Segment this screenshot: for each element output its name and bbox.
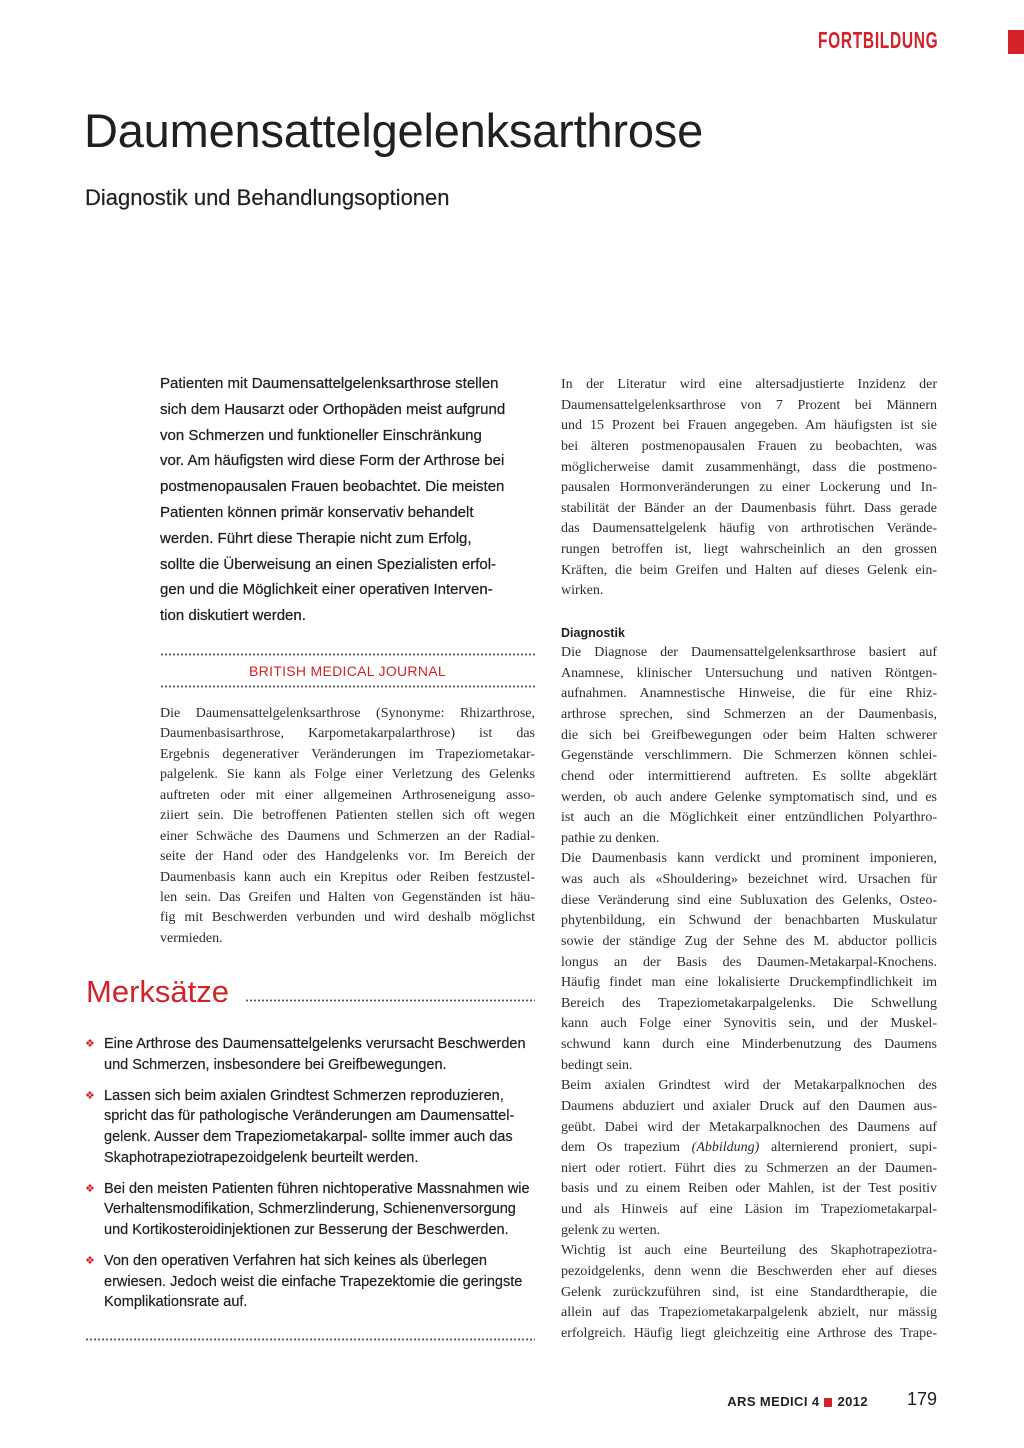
body-line: ist auch an die Möglichkeit einer entzündlichen Polyarthro- bbox=[561, 810, 937, 826]
journal-year: 2012 bbox=[837, 1394, 868, 1409]
body-line: Daumens abduziert und axialer Druck auf den Daumen aus- bbox=[561, 1098, 937, 1114]
body-line: diese Veränderung sind eine Subluxation des Gelenks, Osteo- bbox=[561, 892, 937, 908]
intro-paragraph bbox=[160, 704, 535, 949]
body-line: niert oder rotiert. Führt dies zu Schmerzen an der Daumen- bbox=[561, 1160, 937, 1176]
body-line: Anamnese, klinischer Untersuchung und nativen Röntgen- bbox=[561, 665, 937, 681]
page-number: 179 bbox=[907, 1389, 938, 1409]
body-line: bei älteren postmenopausalen Frauen zu beobachten, was bbox=[561, 438, 937, 454]
lead-line: Patienten können primär konservativ behandelt bbox=[160, 503, 474, 521]
key-point-line: Skaphotrapeziotrapezoidgelenk beurteilt werden. bbox=[104, 1149, 419, 1166]
italic-text: (Abbildung) bbox=[691, 1140, 760, 1156]
section-heading: Diagnostik bbox=[561, 625, 625, 640]
lead-line: postmenopausalen Frauen beobachtet. Die meisten bbox=[160, 478, 505, 496]
key-point-line: Von den operativen Verfahren hat sich keines als überlegen bbox=[104, 1253, 487, 1270]
intro-line: len sein. Das Greifen und Halten von Gegenständen ist häu- bbox=[160, 889, 535, 905]
lead-line: Patienten mit Daumensattelgelenksarthrose stellen bbox=[160, 375, 499, 392]
lead-paragraph bbox=[160, 371, 550, 629]
text-segment: alternierend proniert, supi- bbox=[759, 1140, 937, 1156]
body-line: aufnahmen. Anamnestische Hinweise, die für eine Rhiz- bbox=[561, 686, 937, 702]
lead-line: gen und die Möglichkeit einer operativen Interven- bbox=[160, 581, 493, 599]
key-points-list bbox=[85, 1034, 545, 1323]
body-line: longus an der Basis des Daumen-Metakarpal-Knochens. bbox=[561, 954, 937, 970]
body-line: sowie der ständige Zug der Sehne des M. abductor pollicis bbox=[561, 933, 937, 949]
paragraph bbox=[561, 1241, 937, 1344]
intro-line: seite der Hand oder des Handgelenks vor. Im Bereich der bbox=[160, 849, 535, 865]
body-line: das Daumensattelgelenk häufig von arthrotischen Verände- bbox=[561, 521, 937, 537]
lead-line: tion diskutiert werden. bbox=[160, 607, 306, 625]
key-point-line: Komplikationsrate auf. bbox=[104, 1294, 248, 1311]
key-point-line: spricht das für pathologische Veränderungen am Daumensattel- bbox=[104, 1108, 515, 1125]
body-line: Die Daumenbasis kann verdickt und prominent imponieren, bbox=[561, 851, 937, 867]
right-column bbox=[561, 375, 937, 1344]
body-line: und 15 Prozent bei Frauen angegeben. Am häufigsten ist sie bbox=[561, 418, 937, 434]
body-line: und als Hinweis auf eine Läsion im Trapeziometakarpal- bbox=[561, 1202, 937, 1217]
lead-line: werden. Führt diese Therapie nicht zum Erfolg, bbox=[160, 529, 472, 547]
body-line: In der Literatur wird eine altersadjustierte Inzidenz der bbox=[561, 377, 937, 392]
intro-line: auftreten oder mit einer allgemeinen Arthroseneigung asso- bbox=[160, 787, 535, 803]
body-line: schwund kann durch eine Minderbenutzung des Daumens bbox=[561, 1037, 937, 1052]
diamond-bullet-icon bbox=[85, 1090, 98, 1102]
body-line: Wichtig ist auch eine Beurteilung des Skaphotrapeziotra- bbox=[561, 1243, 937, 1259]
body-line: Häufig findet man eine lokalisierte Druckempfindlichkeit im bbox=[561, 975, 937, 991]
dotted-rule bbox=[160, 653, 535, 656]
body-line: die sich bei Greifbewegungen oder beim Halten schwerer bbox=[561, 727, 937, 743]
dotted-rule bbox=[85, 1338, 535, 1341]
key-point-line: Lassen sich beim axialen Grindtest Schmerzen reproduzieren, bbox=[104, 1087, 504, 1104]
body-line: geübt. Dabei wird der Metakarpalknochen des Daumens auf bbox=[561, 1119, 937, 1135]
body-line: wirken. bbox=[561, 583, 604, 599]
body-line: möglicherweise damit zusammenhängt, dass die postmeno- bbox=[561, 459, 937, 475]
body-line: kann auch Folge einer Synovitis sein, und der Muskel- bbox=[561, 1016, 937, 1032]
key-point bbox=[85, 1034, 545, 1075]
lead-line: vor. Am häufigsten wird diese Form der Arthrose bei bbox=[160, 452, 505, 470]
body-line: bedingt sein. bbox=[561, 1057, 633, 1073]
intro-line: fig mit Beschwerden verbunden und wird deshalb möglichst bbox=[160, 910, 535, 926]
section-marker-square bbox=[1008, 30, 1024, 54]
body-line: pausalen Hormonveränderungen zu einer Lockerung und In- bbox=[561, 480, 937, 496]
body-line: Bereich des Trapeziometakarpalgelenks. Die Schwellung bbox=[561, 995, 937, 1011]
body-line: Daumensattelgelenksarthrose von 7 Prozent bei Männern bbox=[561, 397, 937, 413]
body-line: chend oder intermittierend auftreten. Es sollte abgeklärt bbox=[561, 768, 937, 784]
body-line: arthrose sprechen, sind Schmerzen an der Daumenbasis, bbox=[561, 707, 937, 722]
body-line: Gelenk zurückzuführen sind, ist eine Standardtherapie, die bbox=[561, 1284, 937, 1300]
dotted-rule bbox=[160, 685, 535, 688]
body-line: Kräften, die beim Greifen und Halten auf dieses Gelenk ein- bbox=[561, 562, 937, 578]
paragraph bbox=[561, 643, 937, 849]
body-line: gelenk zu werten. bbox=[561, 1222, 661, 1238]
dotted-rule bbox=[245, 999, 535, 1002]
body-line: pathie zu denken. bbox=[561, 830, 660, 846]
diamond-bullet-icon bbox=[85, 1255, 98, 1267]
key-point-line: und Kortikosteroidinjektionen zur Besserung der Beschwerden. bbox=[104, 1222, 509, 1239]
body-line bbox=[561, 1138, 937, 1159]
intro-line: ziiert sein. Die betroffenen Patienten stellen sich oft wegen bbox=[160, 808, 535, 824]
article-title: Daumensattelgelenksarthrose bbox=[84, 104, 704, 157]
section-label: FORTBILDUNG bbox=[817, 27, 938, 53]
body-line: werden, ob auch andere Gelenke symptomatisch sind, und es bbox=[561, 789, 937, 805]
key-point-line: Bei den meisten Patienten führen nichtoperative Massnahmen wie bbox=[104, 1180, 530, 1197]
key-point bbox=[85, 1086, 545, 1169]
key-point-line: Eine Arthrose des Daumensattelgelenks verursacht Beschwerden bbox=[104, 1036, 526, 1052]
body-line: erfolgreich. Häufig liegt gleichzeitig eine Arthrose des Trape- bbox=[561, 1325, 937, 1341]
lead-line: sollte die Überweisung an einen Spezialisten erfol- bbox=[160, 555, 497, 573]
article-subtitle: Diagnostik und Behandlungsoptionen bbox=[85, 185, 450, 210]
footer-journal bbox=[727, 1394, 868, 1410]
diamond-bullet-icon bbox=[85, 1183, 98, 1195]
body-line: allein auf das Trapeziometakarpalgelenk abzielt, nur mässig bbox=[561, 1305, 937, 1321]
body-line: Beim axialen Grindtest wird der Metakarpalknochen des bbox=[561, 1078, 937, 1094]
key-point-line: gelenk. Ausser dem Trapeziometakarpal- sollte immer auch das bbox=[104, 1129, 513, 1146]
intro-line: Die Daumensattelgelenksarthrose (Synonyme: Rhizarthrose, bbox=[160, 706, 535, 721]
intro-line: palgelenk. Sie kann als Folge einer Verletzung des Gelenks bbox=[160, 767, 535, 783]
intro-line: Ergebnis degenerativer Veränderungen im Trapeziometakar- bbox=[160, 746, 535, 762]
intro-line: Daumenbasisarthrose, Karpometakarpalarthrose) ist das bbox=[160, 726, 535, 742]
body-line: basis und zu einem Reiben oder Mahlen, ist der Test positiv bbox=[561, 1181, 937, 1197]
lead-line: von Schmerzen und funktioneller Einschränkung bbox=[160, 426, 482, 444]
journal-issue: ARS MEDICI 4 bbox=[727, 1394, 820, 1409]
body-line: pezoidgelenks, denn wenn die Beschwerden eher auf dieses bbox=[561, 1263, 937, 1279]
body-line: stabilität der Bänder an der Daumenbasis führt. Dass gerade bbox=[561, 500, 937, 516]
intro-line: vermieden. bbox=[160, 930, 223, 946]
key-points-heading: Merksätze bbox=[86, 974, 229, 1009]
intro-line: einer Schwäche des Daumens und Schmerzen an der Radial- bbox=[160, 828, 535, 844]
source-label: BRITISH MEDICAL JOURNAL bbox=[249, 663, 446, 679]
lead-line: sich dem Hausarzt oder Orthopäden meist aufgrund bbox=[160, 400, 506, 418]
key-point-line: und Schmerzen, insbesondere bei Greifbewegungen. bbox=[104, 1056, 447, 1073]
footer-separator-square bbox=[824, 1398, 832, 1407]
key-point bbox=[85, 1251, 545, 1313]
body-line: Gegenstände verschlimmern. Die Schmerzen können schlei- bbox=[561, 748, 937, 764]
key-point-line: Verhaltensmodifikation, Schmerzlinderung, Schienenversorgung bbox=[104, 1201, 516, 1218]
body-line: rungen betroffen ist, liegt wahrscheinlich an den grossen bbox=[561, 542, 937, 557]
paragraph bbox=[561, 1076, 937, 1241]
body-line: was auch als «Shouldering» bezeichnet wird. Ursachen für bbox=[561, 872, 937, 887]
diamond-bullet-icon bbox=[85, 1038, 98, 1050]
paragraph bbox=[561, 375, 937, 602]
text-segment: dem Os trapezium bbox=[561, 1140, 692, 1156]
body-line: phytenbildung, ein Schwund der benachbarten Muskulatur bbox=[561, 913, 937, 929]
key-point-line: erwiesen. Jedoch weist die einfache Trapezektomie die geringste bbox=[104, 1273, 523, 1290]
key-point bbox=[85, 1179, 545, 1241]
body-line: Die Diagnose der Daumensattelgelenksarthrose basiert auf bbox=[561, 645, 937, 661]
paragraph bbox=[561, 849, 937, 1076]
intro-line: Daumenbasis kann auch ein Krepitus oder Reiben festzustel- bbox=[160, 869, 535, 885]
